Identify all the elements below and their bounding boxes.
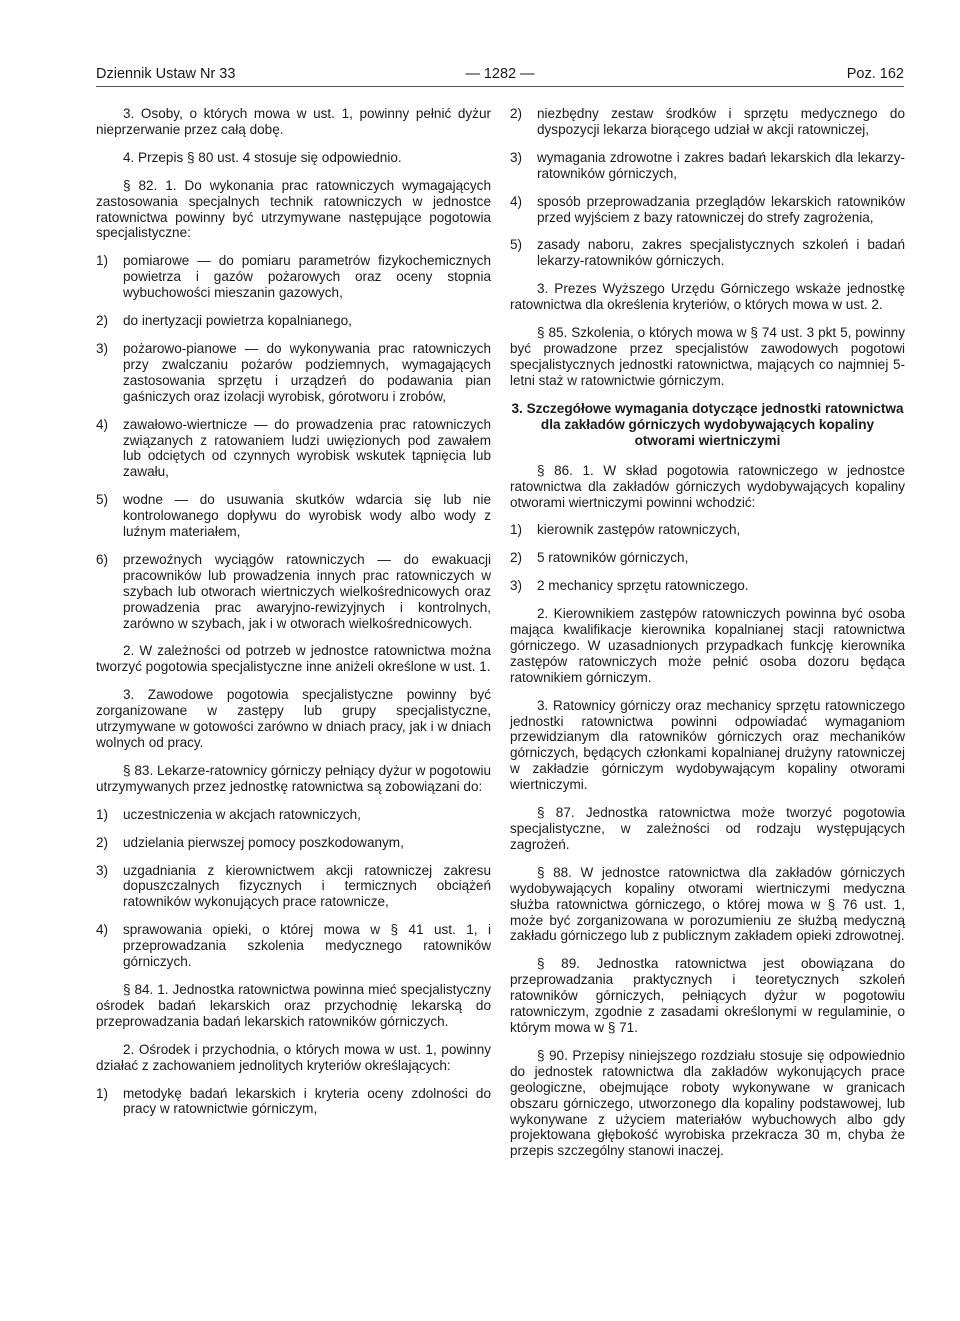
list-item-number: 6) [96, 551, 109, 567]
paragraph: § 85. Szkolenia, o których mowa w § 74 ust. 3 pkt 5, powinny być prowadzone przez specjalistów zawodowych pogotowi specjalistycznych jednostki ratownictwa, mających co najmniej 5-letni staż w ratownictwie górniczym. [510, 325, 905, 388]
list-item-text: uczestniczenia w akcjach ratowniczych, [123, 806, 361, 822]
list-item-text: wodne — do usuwania skutków wdarcia się lub nie kontrolowanego dopływu do wyrobisk wody albo wody z luźnym materiałem, [123, 492, 491, 540]
list-item-number: 4) [510, 193, 523, 209]
list-item-text: metodykę badań lekarskich i kryteria oceny zdolności do pracy w ratownictwie górniczym, [123, 1085, 491, 1117]
list-item-number: 2) [510, 550, 523, 566]
list-item-text: pożarowo-pianowe — do wykonywania prac ratowniczych przy zwalczaniu pożarów podziemnych, wymagających zastosowania sprzętu i urządzeń do podawania pian gaśniczych oraz izolacji wyrobisk, górotworu i zrobów, [123, 340, 491, 404]
list-item-text: wymagania zdrowotne i zakres badań lekarskich dla lekarzy-ratowników górniczych, [537, 149, 905, 181]
list-item [96, 807, 491, 823]
list-item [96, 863, 491, 911]
list-item-number: 3) [510, 578, 523, 594]
paragraph: 3. Zawodowe pogotowia specjalistyczne powinny być zorganizowane w zastępy lub grupy specjalistyczne, utrzymywane w gotowości zarówno w dniach pracy, jak i w dniach wolnych od pracy. [96, 687, 491, 750]
list-item-text: zawałowo-wiertnicze — do prowadzenia prac ratowniczych związanych z ratowaniem ludzi uwięzionych pod zawałem lub odciętych od czynnych wyrobisk wskutek tąpnięcia lub zawału, [123, 416, 491, 480]
list-item [96, 922, 491, 970]
list-item-text: sposób przeprowadzania przeglądów lekarskich ratowników przed wyjściem z bazy ratowniczej do strefy zagrożenia, [537, 193, 905, 225]
paragraph: 2. Ośrodek i przychodnia, o których mowa w ust. 1, powinny działać z zachowaniem jednolitych kryteriów określających: [96, 1041, 491, 1073]
list-item [510, 237, 905, 269]
list-item-text: udzielania pierwszej pomocy poszkodowanym, [123, 834, 404, 850]
list-item [96, 417, 491, 481]
list-item-number: 3) [510, 149, 523, 165]
list-item-number: 1) [96, 806, 109, 822]
list-item-text: zasady naboru, zakres specjalistycznych szkoleń i badań lekarzy-ratowników górniczych. [537, 237, 905, 269]
list-item-number: 5) [510, 237, 523, 253]
list-item-number: 4) [96, 922, 109, 938]
list-item [96, 492, 491, 540]
paragraph: 2. Kierownikiem zastępów ratowniczych powinna być osoba mająca kwalifikacje kierownika kopalnianej stacji ratownictwa górniczego. W uzasadnionych przypadkach funkcję kierownika zastępów ratowniczych może pełnić osoba dozoru będąca ratownikiem górniczym. [510, 606, 905, 685]
list-item-number: 3) [96, 340, 109, 356]
list-item-text: 2 mechanicy sprzętu ratowniczego. [537, 578, 749, 594]
paragraph: 3. Osoby, o których mowa w ust. 1, powinny pełnić dyżur nieprzerwanie przez całą dobę. [96, 106, 491, 137]
list-item [96, 1086, 491, 1118]
list-item-number: 2) [96, 834, 109, 850]
paragraph: 3. Ratownicy górniczy oraz mechanicy sprzętu ratowniczego jednostki ratownictwa powinni odpowiadać wymaganiom przewidzianym dla ratowników górniczych oraz mechaników górniczych, będących członkami kopalnianej drużyny ratowniczej w zakładzie górniczym wydobywającym kopaliny otworami wiertniczymi. [510, 697, 905, 793]
list-item-number: 1) [96, 1085, 109, 1101]
list-item-text: uzgadniania z kierownictwem akcji ratowniczej zakresu dopuszczalnych fizycznych i termicznych obciążeń ratowników wykonujących prace ratownicze, [123, 862, 491, 910]
list-item-number: 3) [96, 862, 109, 878]
list-item [510, 106, 905, 138]
paragraph: § 86. 1. W skład pogotowia ratowniczego w jednostce ratownictwa dla zakładów górniczych wydobywających kopaliny otworami wiertniczymi powinni wchodzić: [510, 462, 905, 510]
list-item-number: 4) [96, 416, 109, 432]
list-item [96, 552, 491, 632]
list-item-text: sprawowania opieki, o której mowa w § 41 ust. 1, i przeprowadzania szkolenia medycznego ratowników górniczych. [123, 922, 491, 970]
list-item [510, 194, 905, 226]
list-item-number: 1) [96, 253, 109, 269]
paragraph: 2. W zależności od potrzeb w jednostce ratownictwa można tworzyć pogotowia specjalistyczne inne aniżeli określone w ust. 1. [96, 643, 491, 675]
paragraph: § 83. Lekarze-ratownicy górniczy pełniący dyżur w pogotowiu utrzymywanych przez jednostkę ratownictwa są zobowiązani do: [96, 762, 491, 794]
list-item-number: 2) [510, 106, 523, 121]
list-item-text: do inertyzacji powietrza kopalnianego, [123, 313, 352, 329]
list-item-number: 5) [96, 492, 109, 508]
list-item [510, 522, 905, 538]
position-number: Poz. 162 [846, 66, 904, 82]
list-item [510, 150, 905, 182]
paragraph: § 87. Jednostka ratownictwa może tworzyć pogotowia specjalistyczne, w zależności od rodzaju występujących zagrożeń. [510, 805, 905, 852]
list-item [96, 835, 491, 851]
list-item-text: przewoźnych wyciągów ratowniczych — do ewakuacji pracowników lub prowadzenia innych prac ratowniczych w szybach lub otworach wiertniczych wielkośrednicowych oraz prowadzenia prac awaryjno-rewizyjnych i kontrolnych, zarówno w szybach, jak i w otworach wielkośrednicowych. [123, 551, 491, 631]
list-item-text: kierownik zastępów ratowniczych, [537, 522, 741, 538]
page-header [96, 64, 904, 87]
left-column [96, 106, 491, 1129]
list-item-text: pomiarowe — do pomiaru parametrów fizykochemicznych powietrza i gazów pożarowych oraz oceny stopnia wybuchowości mieszanin gazowych, [123, 253, 491, 301]
paragraph: § 84. 1. Jednostka ratownictwa powinna mieć specjalistyczny ośrodek badań lekarskich oraz przychodnię lekarską do przeprowadzania badań lekarskich ratowników górniczych. [96, 981, 491, 1029]
list-item-number: 2) [96, 313, 109, 329]
list-item [96, 313, 491, 329]
list-item [96, 341, 491, 405]
paragraph: § 88. W jednostce ratownictwa dla zakładów górniczych wydobywających kopaliny otworami wiertniczymi medyczna służba ratownictwa górniczego, o której mowa w § 76 ust. 1, może być zorganizowana w porozumieniu ze służbą medyczną zakładu górniczego lub z publicznym zakładem opieki zdrowotnej. [510, 864, 905, 944]
list-item-text: niezbędny zestaw środków i sprzętu medycznego do dyspozycji lekarza biorącego udział w akcji ratowniczej, [537, 106, 905, 137]
paragraph: § 82. 1. Do wykonania prac ratowniczych wymagających zastosowania specjalnych technik ratowniczych w jednostce ratownictwa powinny być utrzymywane następujące pogotowia specjalistyczne: [96, 177, 491, 241]
paragraph: 3. Prezes Wyższego Urzędu Górniczego wskaże jednostkę ratownictwa dla określenia kryteriów, o których mowa w ust. 2. [510, 281, 905, 313]
paragraph: 4. Przepis § 80 ust. 4 stosuje się odpowiednio. [123, 149, 402, 165]
list-item [96, 253, 491, 301]
page-number: — 1282 — [465, 66, 535, 82]
right-column [510, 106, 905, 1171]
list-item [510, 578, 905, 594]
journal-title: Dziennik Ustaw Nr 33 [96, 66, 236, 82]
section-heading: 3. Szczegółowe wymagania dotyczące jednostki ratownictwa dla zakładów górniczych wydobywających kopaliny otworami wiertniczymi [511, 400, 904, 448]
list-item [510, 550, 905, 566]
list-item-text: 5 ratowników górniczych, [537, 550, 689, 566]
list-item-number: 1) [510, 522, 523, 538]
paragraph: § 90. Przepisy niniejszego rozdziału stosuje się odpowiednio do jednostek ratownictwa dla zakładów wykonujących prace geologiczne, obejmujące roboty wykonywane w granicach obszaru górniczego, utworzonego dla kopaliny podstawowej, lub wykonywane z użyciem materiałów wybuchowych albo gdy projektowana głębokość wyrobiska przekracza 30 m, chyba że przepis szczególny stanowi inaczej. [510, 1047, 905, 1159]
paragraph: § 89. Jednostka ratownictwa jest obowiązana do przeprowadzania praktycznych i teoretycznych szkoleń ratowników górniczych, pełniących dyżur w pogotowiu ratowniczym, zgodnie z zasadami określonymi w regulaminie, o którym mowa w § 71. [510, 956, 905, 1035]
